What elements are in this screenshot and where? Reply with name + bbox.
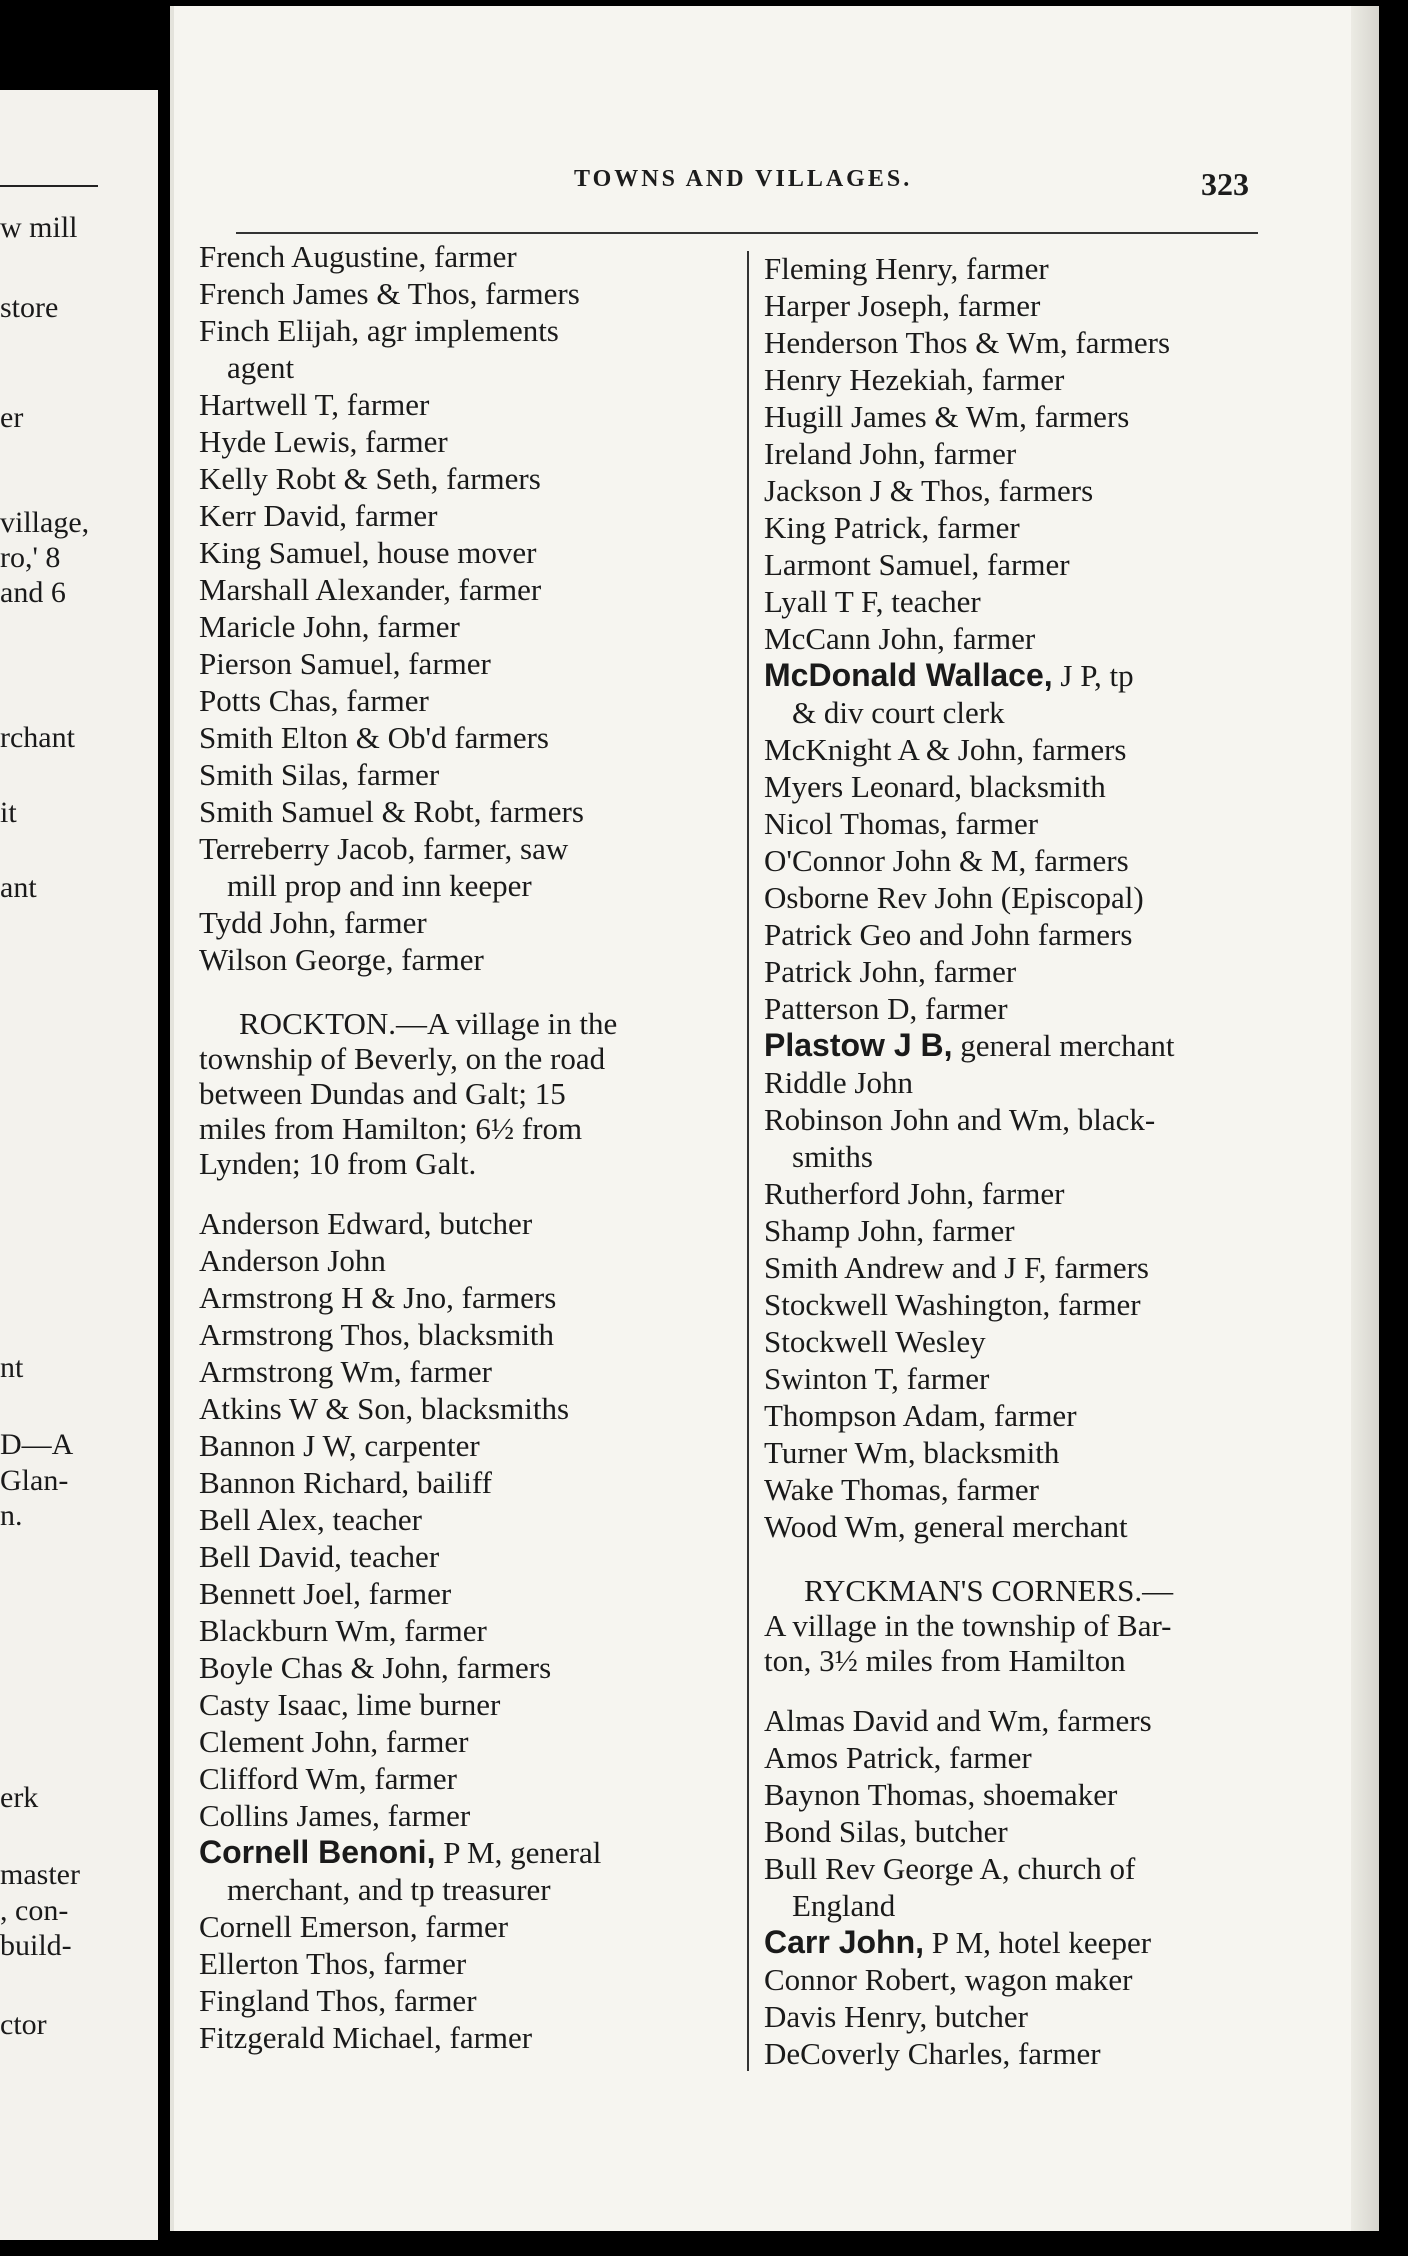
directory-entry [199,1649,744,1686]
entry-text: Armstrong H & Jno, farmers [199,1280,557,1315]
entry-text: French James & Thos, farmers [199,276,580,311]
previous-page-fragment: village, [0,506,90,539]
previous-page-fragment: D—A [0,1428,74,1461]
directory-entry [199,1390,744,1427]
directory-entry [764,879,1349,916]
entry-text: Casty Isaac, lime burner [199,1687,501,1722]
entry-text: Davis Henry, butcher [764,1999,1028,2034]
directory-entry [764,1924,1349,1961]
directory-entry [764,657,1349,694]
ryckmans-corners-description [764,1573,1349,1678]
directory-entry [764,990,1349,1027]
entry-text: Kerr David, farmer [199,498,438,533]
entry-text: Armstrong Thos, blacksmith [199,1317,555,1352]
entry-text: Ireland John, farmer [764,436,1017,471]
entry-text: Robinson John and Wm, black- [764,1102,1156,1137]
directory-entry [764,472,1349,509]
previous-page-fragment: er [0,401,24,434]
entry-text: Stockwell Wesley [764,1324,986,1359]
description-line: A village in the township of Bar- [764,1608,1172,1643]
directory-entry [764,546,1349,583]
directory-entry [199,830,744,867]
entry-text: Collins James, farmer [199,1798,471,1833]
entry-text: Swinton T, farmer [764,1361,990,1396]
directory-page [170,6,1379,2231]
entry-text: Riddle John [764,1065,913,1100]
previous-page-fragment: n. [0,1499,23,1532]
description-line: between Dundas and Galt; 15 [199,1076,566,1111]
entry-text: Turner Wm, blacksmith [764,1435,1060,1470]
entry-text: Clifford Wm, farmer [199,1761,457,1796]
previous-page-fragment: Glan- [0,1464,69,1497]
entry-bold-name: Cornell Benoni, [199,1834,436,1870]
directory-entry [199,1723,744,1760]
description-line: Lynden; 10 from Galt. [199,1146,477,1181]
directory-entry [199,1501,744,1538]
entry-bold-name: Carr John, [764,1924,925,1960]
directory-entry [199,312,744,349]
directory-entry [764,1998,1349,2035]
entry-text: King Patrick, farmer [764,510,1020,545]
previous-page-fragment: ctor [0,2008,47,2041]
entry-text: J P, tp [1052,658,1134,693]
directory-entry [764,1027,1349,1064]
directory-entry [199,1945,744,1982]
page-edge-shadow [1351,6,1379,2231]
entry-text: Amos Patrick, farmer [764,1740,1032,1775]
entry-text: Ellerton Thos, farmer [199,1946,467,1981]
right-column [764,250,1349,2072]
directory-entry [764,1101,1349,1138]
entry-text: O'Connor John & M, farmers [764,843,1129,878]
entry-text: Baynon Thomas, shoemaker [764,1777,1118,1812]
entry-text: Nicol Thomas, farmer [764,806,1039,841]
entry-continuation: smiths [792,1139,873,1174]
directory-entry [199,571,744,608]
entry-text: Boyle Chas & John, farmers [199,1650,552,1685]
entry-text: Wake Thomas, farmer [764,1472,1039,1507]
previous-page-fragment: store [0,291,59,324]
entry-text: general merchant [952,1028,1175,1063]
directory-entry [199,682,744,719]
directory-entry [764,731,1349,768]
entry-text: Fitzgerald Michael, farmer [199,2020,533,2055]
directory-entry [199,2019,744,2056]
description-line: miles from Hamilton; 6½ from [199,1111,583,1146]
directory-entry [764,361,1349,398]
entry-text: Cornell Emerson, farmer [199,1909,509,1944]
previous-page-fragment: , con- [0,1894,69,1927]
entry-text: McCann John, farmer [764,621,1036,656]
entry-text: Terreberry Jacob, farmer, saw [199,831,569,866]
entry-text: French Augustine, farmer [199,239,517,274]
entry-continuation: merchant, and tp treasurer [227,1872,551,1907]
directory-entry [199,423,744,460]
previous-page-fragment: it [0,796,17,829]
directory-entry [764,1471,1349,1508]
directory-entry [764,1776,1349,1813]
directory-entry [764,1961,1349,1998]
directory-entry [199,904,744,941]
directory-entry [764,1739,1349,1776]
entry-text: P M, hotel keeper [924,1925,1152,1960]
directory-entry [199,941,744,978]
entry-text: Wilson George, farmer [199,942,484,977]
entry-text: Clement John, farmer [199,1724,469,1759]
directory-entry [199,756,744,793]
directory-entry [764,583,1349,620]
directory-entry [199,1760,744,1797]
entry-text: Bell Alex, teacher [199,1502,422,1537]
entry-text: Pierson Samuel, farmer [199,646,491,681]
directory-entry [764,1813,1349,1850]
entry-text: Bannon Richard, bailiff [199,1465,493,1500]
entry-bold-name: McDonald Wallace, [764,657,1053,693]
entry-text: Hugill James & Wm, farmers [764,399,1130,434]
entry-text: Lyall T F, teacher [764,584,981,619]
directory-entry [199,719,744,756]
entry-text: Bennett Joel, farmer [199,1576,452,1611]
directory-entry [199,1797,744,1834]
directory-entry [764,1397,1349,1434]
directory-entry [199,1908,744,1945]
left-column [199,238,744,2056]
directory-entry [764,1323,1349,1360]
previous-page-fragment: erk [0,1781,39,1814]
previous-page-fragment: ro,' 8 [0,541,61,574]
entry-continuation: agent [227,350,295,385]
entry-text: Smith Elton & Ob'd farmers [199,720,549,755]
directory-entry [764,509,1349,546]
directory-entry [764,1702,1349,1739]
directory-entry [199,1612,744,1649]
entry-text: Kelly Robt & Seth, farmers [199,461,541,496]
column-divider [747,251,749,2071]
entry-text: Smith Andrew and J F, farmers [764,1250,1149,1285]
entry-text: Smith Samuel & Robt, farmers [199,794,584,829]
entry-text: Finch Elijah, agr implements [199,313,559,348]
entry-text: Almas David and Wm, farmers [764,1703,1152,1738]
directory-entry [764,250,1349,287]
entry-text: Potts Chas, farmer [199,683,429,718]
directory-entry [199,238,744,275]
entry-text: Maricle John, farmer [199,609,460,644]
previous-page-fragment: nt [0,1351,24,1384]
entry-list-continued [199,238,744,978]
directory-entry [764,287,1349,324]
entry-text: McKnight A & John, farmers [764,732,1127,767]
directory-entry [764,916,1349,953]
directory-entry [764,1175,1349,1212]
entry-text: Patterson D, farmer [764,991,1008,1026]
running-head: TOWNS AND VILLAGES. [574,166,913,192]
previous-page-fragment: rchant [0,721,75,754]
entry-text: Tydd John, farmer [199,905,427,940]
directory-entry [199,645,744,682]
directory-entry [199,1205,744,1242]
directory-entry [764,2035,1349,2072]
entry-continuation: mill prop and inn keeper [227,868,532,903]
directory-entry [199,1353,744,1390]
rockton-entry-list-continued [764,250,1349,1545]
directory-entry [199,460,744,497]
directory-entry [764,953,1349,990]
entry-text: Armstrong Wm, farmer [199,1354,492,1389]
previous-page-fragment: ant [0,871,37,904]
description-line: township of Beverly, on the road [199,1041,606,1076]
directory-entry [764,324,1349,361]
description-line: ROCKTON.—A village in the [239,1006,618,1041]
directory-entry [764,768,1349,805]
entry-text: Patrick Geo and John farmers [764,917,1133,952]
directory-entry [199,1427,744,1464]
entry-text: Larmont Samuel, farmer [764,547,1070,582]
rockton-entry-list [199,1205,744,2056]
entry-text: Bell David, teacher [199,1539,440,1574]
directory-entry [199,275,744,312]
directory-entry [764,1212,1349,1249]
previous-page-fragment: build- [0,1929,72,1962]
directory-entry [764,1508,1349,1545]
header-rule [236,232,1258,234]
entry-text: Jackson J & Thos, farmers [764,473,1094,508]
entry-text: Shamp John, farmer [764,1213,1015,1248]
entry-text: Bannon J W, carpenter [199,1428,480,1463]
entry-text: Rutherford John, farmer [764,1176,1065,1211]
entry-text: King Samuel, house mover [199,535,537,570]
directory-entry [764,620,1349,657]
directory-entry [199,1464,744,1501]
directory-entry [199,1834,744,1871]
entry-text: Atkins W & Son, blacksmiths [199,1391,570,1426]
entry-text: Stockwell Washington, farmer [764,1287,1141,1322]
directory-entry [199,1316,744,1353]
directory-entry [764,1064,1349,1101]
previous-page-fragment: w mill [0,211,78,244]
ryckmans-corners-entry-list [764,1702,1349,2072]
directory-entry [764,1434,1349,1471]
directory-entry [199,1575,744,1612]
entry-text: Thompson Adam, farmer [764,1398,1077,1433]
entry-text: Connor Robert, wagon maker [764,1962,1133,1997]
entry-text: Henderson Thos & Wm, farmers [764,325,1171,360]
entry-text: Bond Silas, butcher [764,1814,1008,1849]
entry-text: Blackburn Wm, farmer [199,1613,487,1648]
directory-entry [199,1279,744,1316]
directory-entry [764,1850,1349,1887]
entry-text: Bull Rev George A, church of [764,1851,1136,1886]
directory-entry [199,534,744,571]
directory-entry [764,398,1349,435]
entry-text: Osborne Rev John (Episcopal) [764,880,1144,915]
entry-text: Fingland Thos, farmer [199,1983,477,2018]
directory-entry [199,1538,744,1575]
previous-page-fragment: master [0,1858,80,1891]
directory-entry [199,497,744,534]
rockton-description [199,1006,744,1181]
entry-text: Harper Joseph, farmer [764,288,1041,323]
entry-text: DeCoverly Charles, farmer [764,2036,1101,2071]
description-line: ton, 3½ miles from Hamilton [764,1643,1126,1678]
entry-text: Patrick John, farmer [764,954,1017,989]
page-number: 323 [1201,166,1249,202]
directory-entry [199,1686,744,1723]
entry-text: Hyde Lewis, farmer [199,424,448,459]
directory-entry [764,1249,1349,1286]
directory-entry [764,842,1349,879]
directory-entry [764,435,1349,472]
directory-entry [199,608,744,645]
entry-text: Wood Wm, general merchant [764,1509,1128,1544]
directory-entry [764,1360,1349,1397]
entry-text: Smith Silas, farmer [199,757,440,792]
entry-continuation: & div court clerk [792,695,1005,730]
entry-continuation: England [792,1888,896,1923]
directory-entry [199,1242,744,1279]
entry-text: Myers Leonard, blacksmith [764,769,1106,804]
previous-page-rule [0,185,98,187]
previous-page-edge [0,90,158,2240]
entry-text: Henry Hezekiah, farmer [764,362,1065,397]
entry-text: Marshall Alexander, farmer [199,572,542,607]
entry-text: Anderson Edward, butcher [199,1206,533,1241]
directory-entry [764,805,1349,842]
entry-text: Hartwell T, farmer [199,387,430,422]
directory-entry [199,1982,744,2019]
entry-text: P M, general [435,1835,602,1870]
directory-entry [764,1286,1349,1323]
entry-text: Fleming Henry, farmer [764,251,1049,286]
directory-entry [199,386,744,423]
directory-entry [199,793,744,830]
description-line: RYCKMAN'S CORNERS.— [804,1573,1174,1608]
entry-bold-name: Plastow J B, [764,1027,953,1063]
entry-text: Anderson John [199,1243,386,1278]
previous-page-fragment: and 6 [0,576,66,609]
